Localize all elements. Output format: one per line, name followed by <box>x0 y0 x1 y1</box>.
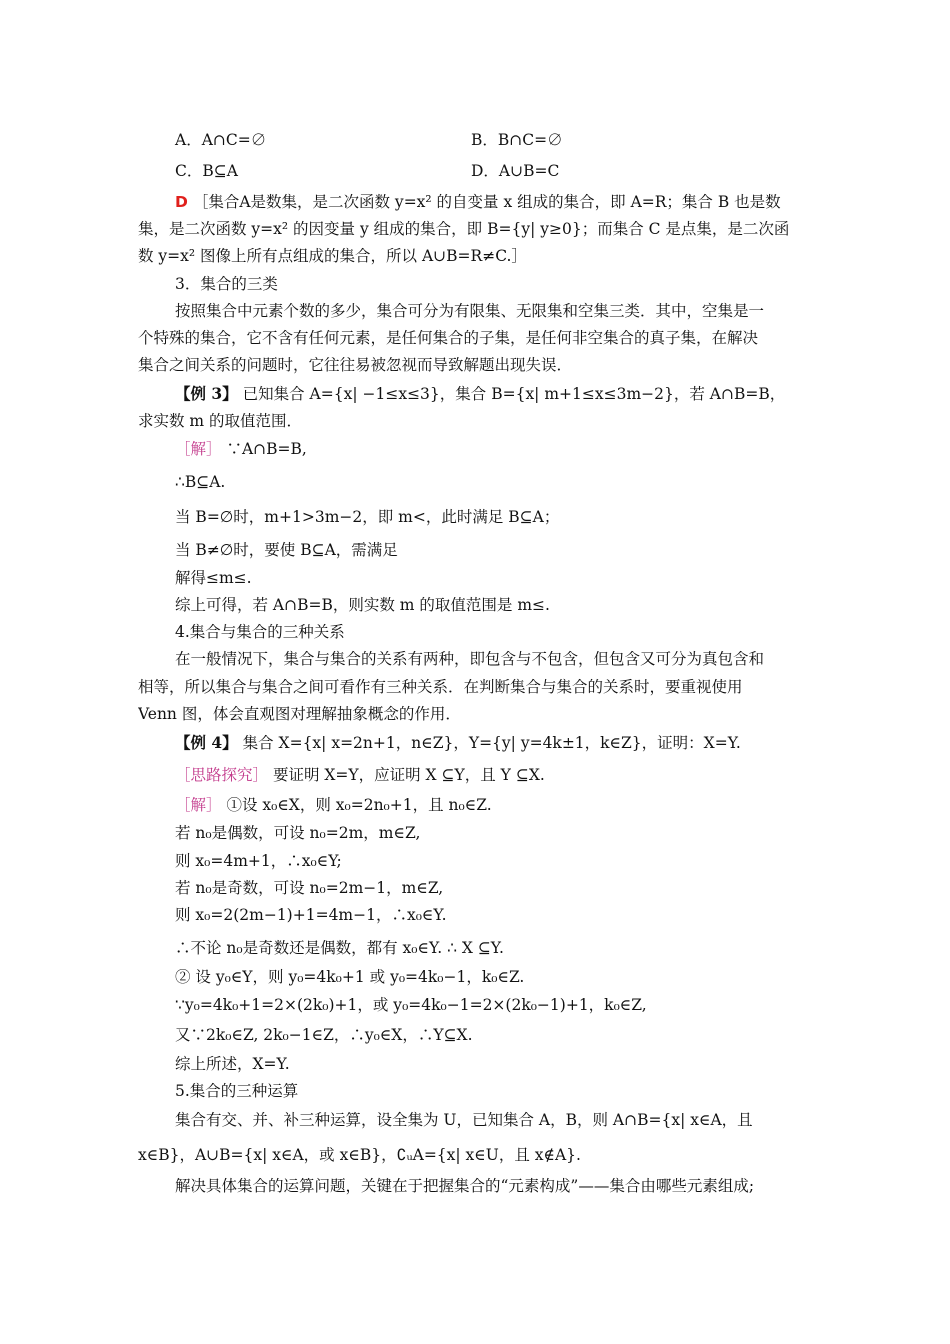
solution-step-2: ∴B⊆A. <box>175 473 226 491</box>
proof-step-4: 若 n₀是奇数，可设 n₀=2m−1，m∈Z, <box>175 879 444 897</box>
proof-step-7: ② 设 y₀∈Y，则 y₀=4k₀+1 或 y₀=4k₀−1，k₀∈Z. <box>175 968 525 986</box>
proof-step-6: ∴不论 n₀是奇数还是偶数，都有 x₀∈Y. ∴ X ⊆Y. <box>175 939 504 957</box>
solution-step-6: 综上可得，若 A∩B=B，则实数 m 的取值范围是 m≤. <box>175 596 550 614</box>
solution-tag: ［解］ <box>175 440 222 458</box>
idea-text: 要证明 X=Y，应证明 X ⊆Y，且 Y ⊆X. <box>272 766 545 784</box>
section-5-para-2: x∈B}，A∪B={x| x∈A，或 x∈B}，∁ᵤA={x| x∈U，且 x∉A}. <box>138 1146 581 1164</box>
section-3-para-3: 集合之间关系的问题时，它往往易被忽视而导致解题出现失误． <box>138 356 573 374</box>
option-d: D．A∪B=C <box>471 162 560 180</box>
solution-step-1: ∵A∩B=B, <box>226 440 307 458</box>
answer-line-1 <box>175 191 818 213</box>
section-3-para-1: 按照集合中元素个数的多少，集合可分为有限集、无限集和空集三类．其中，空集是一 <box>175 302 765 320</box>
example-4-solution-line <box>175 794 818 816</box>
solution-tag-4: ［解］ <box>175 796 222 814</box>
example-4-label: 【例 4】 <box>175 733 238 752</box>
answer-line-3: 数 y=x² 图像上所有点组成的集合，所以 A∪B=R≠C.］ <box>138 247 527 265</box>
example-3-text-2: 求实数 m 的取值范围． <box>138 412 303 430</box>
section-3-title: 3．集合的三类 <box>175 275 278 293</box>
solution-step-4: 当 B≠∅时，要使 B⊆A，需满足 <box>175 541 398 559</box>
example-3-solution-line <box>175 438 818 460</box>
section-5-title: 5.集合的三种运算 <box>175 1082 299 1100</box>
option-a: A．A∩C=∅ <box>175 131 267 149</box>
section-4-para-2: 相等，所以集合与集合之间可看作有三种关系．在判断集合与集合的关系时，要重视使用 <box>138 678 743 696</box>
option-c: C．B⊆A <box>175 162 238 180</box>
idea-tag: ［思路探究］ <box>175 766 269 784</box>
proof-step-1: ①设 x₀∈X，则 x₀=2n₀+1，且 n₀∈Z. <box>226 796 492 814</box>
section-4-title: 4.集合与集合的三种关系 <box>175 623 345 641</box>
proof-step-8: ∵y₀=4k₀+1=2×(2k₀)+1，或 y₀=4k₀−1=2×(2k₀−1)+1，k₀∈Z, <box>175 996 647 1014</box>
proof-step-10: 综上所述，X=Y. <box>175 1055 290 1073</box>
proof-step-9: 又∵2k₀∈Z, 2k₀−1∈Z，∴y₀∈X，∴Y⊆X. <box>175 1026 473 1044</box>
solution-step-5: 解得≤m≤. <box>175 569 252 587</box>
option-b: B．B∩C=∅ <box>471 131 563 149</box>
answer-line-2: 集，是二次函数 y=x² 的因变量 y 组成的集合，即 B={y| y≥0}；而集合 C 是点集，是二次函 <box>138 220 790 238</box>
example-4-line <box>175 732 818 754</box>
section-4-para-3: Venn 图，体会直观图对理解抽象概念的作用． <box>138 705 461 723</box>
answer-letter: D <box>175 193 188 211</box>
section-5-para-3: 解决具体集合的运算问题，关键在于把握集合的“元素构成”——集合由哪些元素组成; <box>175 1177 755 1195</box>
example-4-idea-line <box>175 764 818 786</box>
example-3-label: 【例 3】 <box>175 384 238 403</box>
proof-step-3: 则 x₀=4m+1，∴x₀∈Y; <box>175 852 342 870</box>
solution-step-3: 当 B=∅时，m+1>3m−2，即 m<，此时满足 B⊆A； <box>175 508 560 526</box>
section-5-para-1: 集合有交、并、补三种运算，设全集为 U，已知集合 A，B，则 A∩B={x| x∈A，且 <box>175 1111 753 1129</box>
example-3-text: 已知集合 A={x| −1≤x≤3}，集合 B={x| m+1≤x≤3m−2}，若 A∩B=B， <box>242 385 786 403</box>
answer-text-1: ［集合A是数集，是二次函数 y=x² 的自变量 x 组成的集合，即 A=R；集合 B 也是数 <box>192 193 781 211</box>
section-3-para-2: 个特殊的集合，它不含有任何元素，是任何集合的子集，是任何非空集合的真子集，在解决 <box>138 329 759 347</box>
section-4-para-1: 在一般情况下，集合与集合的关系有两种，即包含与不包含，但包含又可分为真包含和 <box>175 650 765 668</box>
proof-step-5: 则 x₀=2(2m−1)+1=4m−1，∴x₀∈Y. <box>175 906 447 924</box>
example-3-line <box>175 383 818 405</box>
proof-step-2: 若 n₀是偶数，可设 n₀=2m，m∈Z, <box>175 824 421 842</box>
example-4-text: 集合 X={x| x=2n+1，n∈Z}，Y={y| y=4k±1，k∈Z}，证明：X=Y. <box>242 734 741 752</box>
